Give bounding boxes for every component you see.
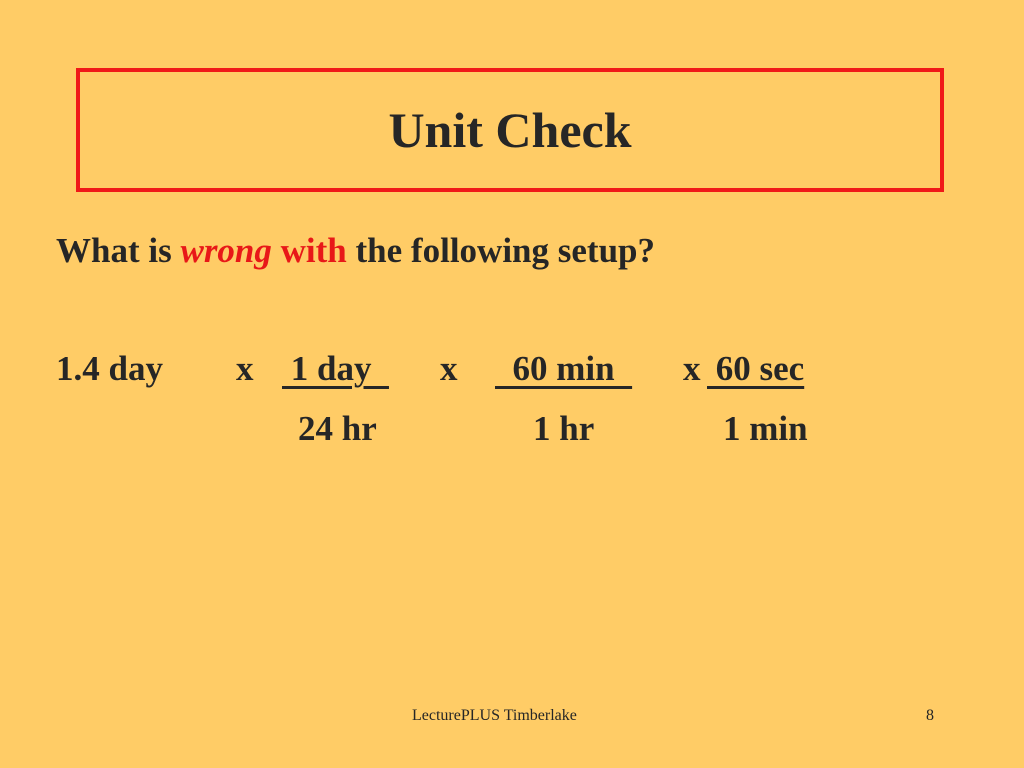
start-value: 1.4 day <box>56 349 163 388</box>
question-wrong-word: wrong <box>180 231 272 270</box>
factor2-numerator: 60 min <box>495 349 633 388</box>
footer-credit: LecturePLUS Timberlake <box>412 707 577 724</box>
times-sign-2: x <box>440 349 458 388</box>
factor1-numerator: 1 day <box>282 349 389 388</box>
factor1-denominator: 24 hr <box>298 409 377 448</box>
page-number: 8 <box>926 707 934 724</box>
question-part-4: the following setup? <box>346 231 655 270</box>
question-text <box>56 232 655 271</box>
factor2-denominator: 1 hr <box>533 409 595 448</box>
question-with-word: with <box>271 231 347 270</box>
times-sign-1: x <box>236 349 254 388</box>
slide-title: Unit Check <box>388 102 632 158</box>
question-part-1: What is <box>56 231 181 270</box>
title-box <box>76 68 944 192</box>
times-sign-3: x <box>683 349 701 388</box>
factor3-numerator: 60 sec <box>707 349 805 388</box>
factor3-denominator: 1 min <box>723 409 808 448</box>
